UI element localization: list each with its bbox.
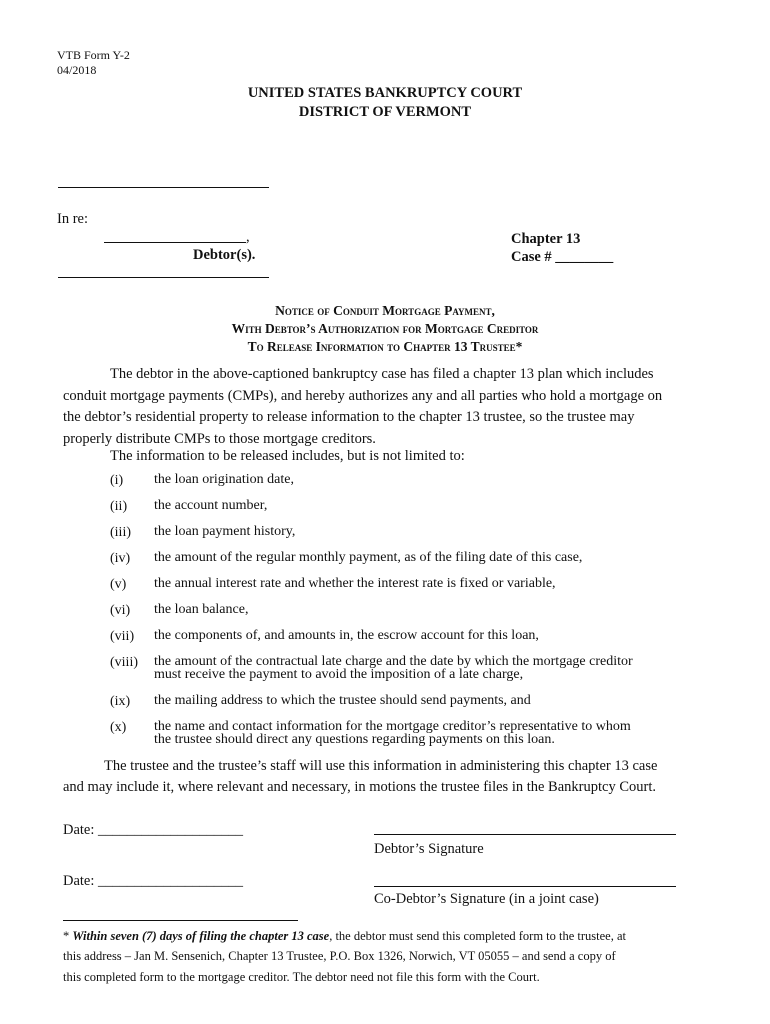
item-number: (ix): [110, 694, 131, 709]
item-text: the amount of the regular monthly payment, as of the filing date of this case,: [154, 550, 583, 565]
district-name: DISTRICT OF VERMONT: [298, 104, 472, 120]
form-date: 04/2018: [57, 63, 97, 77]
item-number: (iv): [110, 551, 131, 566]
chapter-label: Chapter 13: [511, 231, 581, 247]
footnote-divider: [63, 920, 298, 921]
paragraph-1-line-1: The debtor in the above-captioned bankruptcy case has filed a chapter 13 plan which includes: [110, 366, 654, 382]
in-re-label: In re:: [57, 211, 88, 227]
item-text: the mailing address to which the trustee should send payments, and: [154, 693, 531, 708]
debtor-name-line: [104, 242, 246, 243]
item-text: the name and contact information for the mortgage creditor’s representative to whom the trustee should direct any questions regarding payments on this loan.: [154, 719, 631, 747]
paragraph-2-line-1: The trustee and the trustee’s staff will use this information in administering this chapter 13 case: [104, 758, 658, 774]
paragraph-1-line-3: the debtor’s residential property to release information to the chapter 13 trustee, so the trustee may: [63, 409, 635, 425]
notice-title-line-1: Notice of Conduit Mortgage Payment,: [275, 303, 495, 318]
debtor-signature-line[interactable]: [374, 834, 676, 835]
item-number: (vi): [110, 603, 131, 618]
debtor-name-comma: ,: [246, 229, 250, 245]
notice-title-line-3: To Release Information to Chapter 13 Trustee*: [247, 339, 523, 354]
paragraph-1-line-2: conduit mortgage payments (CMPs), and hereby authorizes any and all parties who hold a mortgage on: [63, 388, 663, 404]
footnote-line-1: * Within seven (7) days of filing the chapter 13 case, the debtor must send this completed form to the trustee, at: [63, 929, 626, 943]
codebtor-signature-line[interactable]: [374, 886, 676, 887]
item-text: the loan origination date,: [154, 472, 294, 487]
paragraph-1-line-4: properly distribute CMPs to those mortgage creditors.: [63, 431, 376, 447]
debtors-label: Debtor(s).: [193, 247, 256, 263]
item-number: (viii): [110, 655, 138, 670]
footnote-line-2: this address – Jan M. Sensenich, Chapter 13 Trustee, P.O. Box 1326, Norwich, VT 05055 – and send a copy of: [63, 949, 616, 963]
date-field-2[interactable]: Date: ____________________: [63, 873, 244, 889]
item-number: (x): [110, 720, 127, 735]
item-number: (v): [110, 577, 127, 592]
item-number: (vii): [110, 629, 135, 644]
codebtor-signature-label: Co-Debtor’s Signature (in a joint case): [374, 891, 599, 907]
item-text: the annual interest rate and whether the interest rate is fixed or variable,: [154, 576, 556, 591]
item-number: (ii): [110, 499, 128, 514]
paragraph-2-line-2: and may include it, where relevant and necessary, in motions the trustee files in the Bankruptcy Court.: [63, 779, 656, 795]
item-text: the account number,: [154, 498, 268, 513]
date-field-1[interactable]: Date: ____________________: [63, 822, 244, 838]
item-text: the loan balance,: [154, 602, 249, 617]
debtor-signature-label: Debtor’s Signature: [374, 841, 484, 857]
item-text: the components of, and amounts in, the escrow account for this loan,: [154, 628, 539, 643]
footnote-line-3: this completed form to the mortgage creditor. The debtor need not file this form with the Court.: [63, 970, 540, 984]
notice-title-line-2: With Debtor’s Authorization for Mortgage Creditor: [231, 321, 539, 336]
court-name: UNITED STATES BANKRUPTCY COURT: [247, 85, 523, 101]
caption-top-line: [58, 187, 269, 188]
item-number: (iii): [110, 525, 131, 540]
list-intro: The information to be released includes, but is not limited to:: [110, 448, 465, 464]
case-number-label: Case # ________: [511, 249, 614, 265]
item-text: the amount of the contractual late charge and the date by which the mortgage creditor must receive the payment to avoid the imposition of a late charge,: [154, 654, 633, 682]
item-text: the loan payment history,: [154, 524, 296, 539]
caption-bottom-line: [58, 277, 269, 278]
form-id: VTB Form Y-2: [57, 48, 130, 62]
item-number: (i): [110, 473, 124, 488]
